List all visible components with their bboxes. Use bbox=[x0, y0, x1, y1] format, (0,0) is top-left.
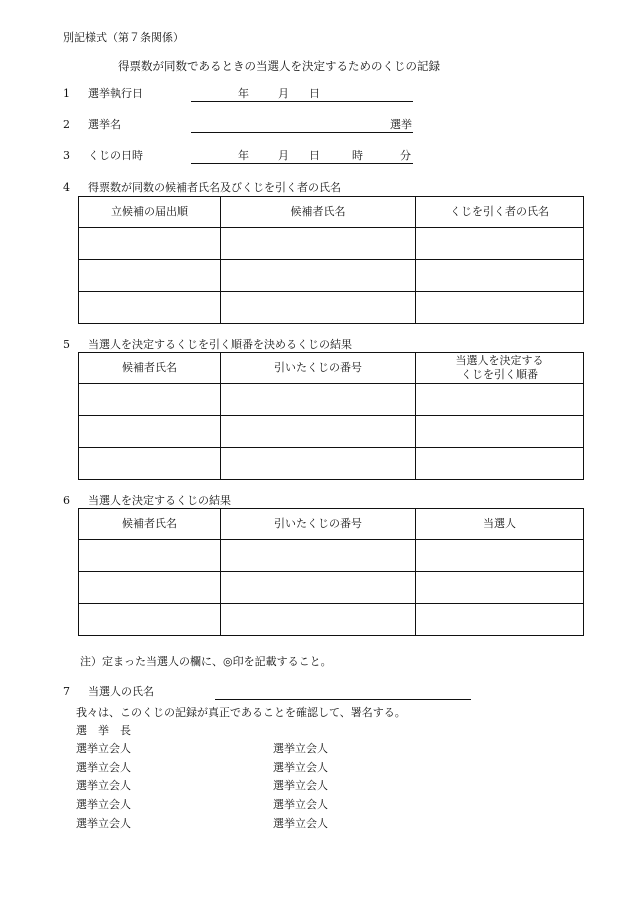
table-cell[interactable] bbox=[221, 260, 416, 292]
table-cell[interactable] bbox=[79, 384, 221, 416]
witness-label: 選挙立会人 bbox=[76, 742, 131, 755]
lottery-datetime-field[interactable] bbox=[191, 149, 413, 164]
table-row bbox=[79, 292, 584, 324]
table-cell[interactable] bbox=[416, 384, 584, 416]
witness-label: 選挙立会人 bbox=[273, 779, 328, 792]
table-cell[interactable] bbox=[221, 448, 416, 480]
table-header-row bbox=[79, 353, 584, 384]
column-header: 引いたくじの番号 bbox=[221, 353, 416, 384]
confirmation-text: 我々は、このくじの記録が真正であることを確認して、署名する。 bbox=[76, 706, 406, 719]
election-name-field[interactable] bbox=[191, 118, 413, 133]
column-header: くじを引く者の氏名 bbox=[416, 197, 584, 228]
column-header: 候補者氏名 bbox=[79, 353, 221, 384]
header-line-1: 当選人を決定する bbox=[455, 354, 544, 367]
table-row bbox=[79, 604, 584, 636]
table-row bbox=[79, 448, 584, 480]
table-header-row bbox=[79, 509, 584, 540]
hour-label: 時 bbox=[352, 149, 363, 162]
result-table bbox=[78, 508, 584, 636]
section-4-title: 得票数が同数の候補者氏名及びくじを引く者の氏名 bbox=[88, 181, 341, 194]
table-cell[interactable] bbox=[79, 292, 221, 324]
note-text: 注）定まった当選人の欄に、◎印を記載すること。 bbox=[80, 655, 332, 668]
item-1-number: 1 bbox=[63, 87, 70, 100]
table-cell[interactable] bbox=[221, 604, 416, 636]
table-cell[interactable] bbox=[221, 572, 416, 604]
witness-label: 選挙立会人 bbox=[273, 798, 328, 811]
month-label: 月 bbox=[278, 149, 289, 162]
witness-label: 選挙立会人 bbox=[76, 761, 131, 774]
table-header-row bbox=[79, 197, 584, 228]
table-cell[interactable] bbox=[416, 604, 584, 636]
item-3-number: 3 bbox=[63, 149, 70, 162]
table-cell[interactable] bbox=[416, 260, 584, 292]
table-cell[interactable] bbox=[416, 416, 584, 448]
column-header-two-line bbox=[416, 353, 584, 384]
table-cell[interactable] bbox=[416, 448, 584, 480]
column-header: 引いたくじの番号 bbox=[221, 509, 416, 540]
column-header: 立候補の届出順 bbox=[79, 197, 221, 228]
day-label: 日 bbox=[309, 149, 320, 162]
item-1-label: 選挙執行日 bbox=[88, 87, 143, 100]
table-cell[interactable] bbox=[221, 292, 416, 324]
section-7-label: 当選人の氏名 bbox=[88, 685, 154, 698]
table-row bbox=[79, 228, 584, 260]
table-cell[interactable] bbox=[221, 416, 416, 448]
table-cell[interactable] bbox=[79, 260, 221, 292]
table-cell[interactable] bbox=[79, 448, 221, 480]
section-6-number: 6 bbox=[63, 494, 70, 507]
witness-label: 選挙立会人 bbox=[76, 817, 131, 830]
election-suffix: 選挙 bbox=[390, 118, 412, 131]
table-row bbox=[79, 540, 584, 572]
winner-name-field[interactable] bbox=[215, 685, 471, 700]
table-cell[interactable] bbox=[79, 228, 221, 260]
table-cell[interactable] bbox=[221, 228, 416, 260]
table-cell[interactable] bbox=[416, 540, 584, 572]
witness-label: 選挙立会人 bbox=[76, 798, 131, 811]
table-cell[interactable] bbox=[79, 540, 221, 572]
section-5-number: 5 bbox=[63, 338, 70, 351]
table-row bbox=[79, 416, 584, 448]
column-header: 当選人 bbox=[416, 509, 584, 540]
candidates-table bbox=[78, 196, 584, 324]
table-row bbox=[79, 572, 584, 604]
witness-label: 選挙立会人 bbox=[273, 817, 328, 830]
witness-label: 選挙立会人 bbox=[273, 761, 328, 774]
table-cell[interactable] bbox=[79, 572, 221, 604]
item-3-label: くじの日時 bbox=[88, 149, 143, 162]
section-5-title: 当選人を決定するくじを引く順番を決めるくじの結果 bbox=[88, 338, 352, 351]
election-date-field[interactable] bbox=[191, 87, 413, 102]
section-7-number: 7 bbox=[63, 685, 70, 698]
table-cell[interactable] bbox=[221, 384, 416, 416]
chairman-label: 選 挙 長 bbox=[76, 724, 131, 737]
draw-order-table bbox=[78, 352, 584, 480]
column-header: 候補者氏名 bbox=[79, 509, 221, 540]
month-label: 月 bbox=[278, 87, 289, 100]
table-row bbox=[79, 260, 584, 292]
table-row bbox=[79, 384, 584, 416]
section-4-number: 4 bbox=[63, 181, 70, 194]
page-title: 得票数が同数であるときの当選人を決定するためのくじの記録 bbox=[118, 59, 440, 73]
table-cell[interactable] bbox=[79, 416, 221, 448]
year-label: 年 bbox=[238, 149, 249, 162]
form-label: 別記様式（第７条関係） bbox=[63, 31, 184, 44]
item-2-number: 2 bbox=[63, 118, 70, 131]
column-header: 候補者氏名 bbox=[221, 197, 416, 228]
witness-label: 選挙立会人 bbox=[76, 779, 131, 792]
section-6-title: 当選人を決定するくじの結果 bbox=[88, 494, 231, 507]
table-cell[interactable] bbox=[416, 572, 584, 604]
day-label: 日 bbox=[309, 87, 320, 100]
header-line-2: くじを引く順番 bbox=[461, 368, 538, 381]
table-cell[interactable] bbox=[416, 292, 584, 324]
table-cell[interactable] bbox=[79, 604, 221, 636]
year-label: 年 bbox=[238, 87, 249, 100]
item-2-label: 選挙名 bbox=[88, 118, 121, 131]
minute-label: 分 bbox=[400, 149, 411, 162]
table-cell[interactable] bbox=[221, 540, 416, 572]
table-cell[interactable] bbox=[416, 228, 584, 260]
witness-label: 選挙立会人 bbox=[273, 742, 328, 755]
